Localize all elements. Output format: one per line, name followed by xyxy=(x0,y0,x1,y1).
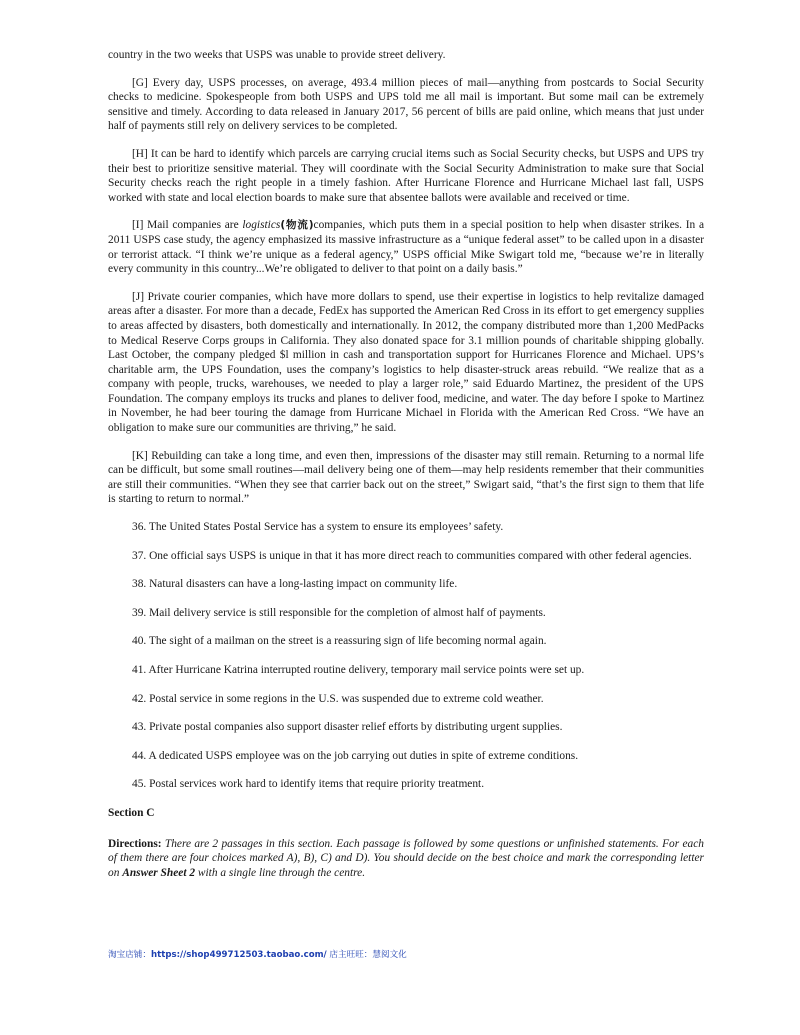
paragraph-h: [H] It can be hard to identify which parcels are carrying crucial items such as Social Security checks, but USPS and UPS try their best to prioritize sensitive material. They will coordinate with the Social Security Administration to make sure that Social Security checks reach the right people in a timely fashion. After Hurricane Florence and Hurricane Michael last fall, USPS worked with state and local election boards to make sure that absentee ballots were available and received or time. xyxy=(108,147,704,204)
answer-sheet-label: Answer Sheet 2 xyxy=(122,866,196,879)
footer-owner: 店主旺旺：慧阅文化 xyxy=(326,950,407,960)
question-37: 37. One official says USPS is unique in that it has more direct reach to communities compared with other federal agencies. xyxy=(132,549,692,562)
paragraph-g: [G] Every day, USPS processes, on average, 493.4 million pieces of mail—anything from postcards to Social Security checks to medicine. Spokespeople from both USPS and UPS told me all mail is important. But some mail can be extremely sensitive and timely. According to data released in January 2017, 56 percent of bills are paid online, which means that just under half of payments still rely on delivery services to be completed. xyxy=(108,76,704,133)
question-45: 45. Postal services work hard to identify items that require priority treatment. xyxy=(132,778,485,791)
document-page xyxy=(108,48,704,880)
opening-line: country in the two weeks that USPS was unable to provide street delivery. xyxy=(108,49,446,61)
question-43: 43. Private postal companies also support disaster relief efforts by distributing urgent supplies. xyxy=(132,721,563,734)
paragraph-i xyxy=(108,218,704,276)
question-39: 39. Mail delivery service is still responsible for the completion of almost half of payments. xyxy=(132,606,546,619)
section-c-title: Section C xyxy=(108,806,155,819)
question-44: 44. A dedicated USPS employee was on the job carrying out duties in spite of extreme conditions. xyxy=(132,749,579,762)
directions-end: with a single line through the centre. xyxy=(195,866,366,879)
section-c-directions xyxy=(108,837,704,881)
directions-text: There are 2 passages in this section. Each passage is followed by some questions or unfinished statements. For each of them there are four choices marked A), B), C) and D). You should decide on the best choice and mark the corresponding letter on xyxy=(108,837,704,879)
logistics-term: logistics xyxy=(242,219,281,232)
question-42: 42. Postal service in some regions in the U.S. was suspended due to extreme cold weather. xyxy=(132,692,544,705)
footer-shop-info xyxy=(108,948,407,960)
paragraph-i-start: [I] Mail companies are xyxy=(132,219,243,232)
footer-shop-label: 淘宝店铺： xyxy=(108,950,151,960)
logistics-gloss: (物流) xyxy=(280,219,314,232)
question-38: 38. Natural disasters can have a long-lasting impact on community life. xyxy=(132,578,458,591)
paragraph-k: [K] Rebuilding can take a long time, and even then, impressions of the disaster may still remain. Returning to a normal life can be difficult, but some small routines—mail delivery being one of them—may help residents remember that their communities are still their communities. “When they see that carrier back out on the street,” Swigart said, “that’s the first sign to them that life is starting to return to normal.” xyxy=(108,449,704,506)
question-36: 36. The United States Postal Service has a system to ensure its employees’ safety. xyxy=(132,521,504,534)
directions-label: Directions: xyxy=(108,837,162,850)
question-40: 40. The sight of a mailman on the street is a reassuring sign of life becoming normal again. xyxy=(132,635,547,648)
footer-shop-link[interactable]: https://shop499712503.taobao.com/ xyxy=(150,950,327,960)
paragraph-j: [J] Private courier companies, which have more dollars to spend, use their expertise in logistics to help revitalize damaged areas after a disaster. For more than a decade, FedEx has supported the American Red Cross in its effort to get emergency supplies to areas affected by disasters, both domestically and internationally. In 2012, the company distributed more than 1,200 MedPacks to Medical Reserve Corps groups in California. They also donated space for 3.1 million pounds of charitable shipping globally. Last October, the company pledged $l million in cash and transportation support for Hurricanes Florence and Michael. UPS’s charitable arm, the UPS Foundation, uses the company’s logistics to help disaster-struck areas rebuild. “We realize that as a company with people, trucks, warehouses, we needed to play a larger role,” said Eduardo Martinez, the president of the UPS Foundation. The company employs its trucks and planes to deliver food, medicine, and water. The day before I spoke to Martinez in November, he had beer touring the damage from Hurricane Michael in Florida with the American Red Cross. “We have an obligation to make sure our communities are thriving,” he said. xyxy=(108,290,704,435)
question-41: 41. After Hurricane Katrina interrupted routine delivery, temporary mail service points were set up. xyxy=(132,664,585,676)
question-list xyxy=(108,520,704,792)
paragraph-i-rest: companies, which puts them in a special position to help when disaster strikes. In a 2011 USPS case study, the agency emphasized its massive infrastructure as a “unique federal asset” to be called upon in a disaster or terrorist attack. “I think we’re unique as a federal agency,” USPS official Mike Swigart told me, “because we’re in literally every community in this country...We’re obligated to deliver to that point on a daily basis.” xyxy=(108,219,704,276)
